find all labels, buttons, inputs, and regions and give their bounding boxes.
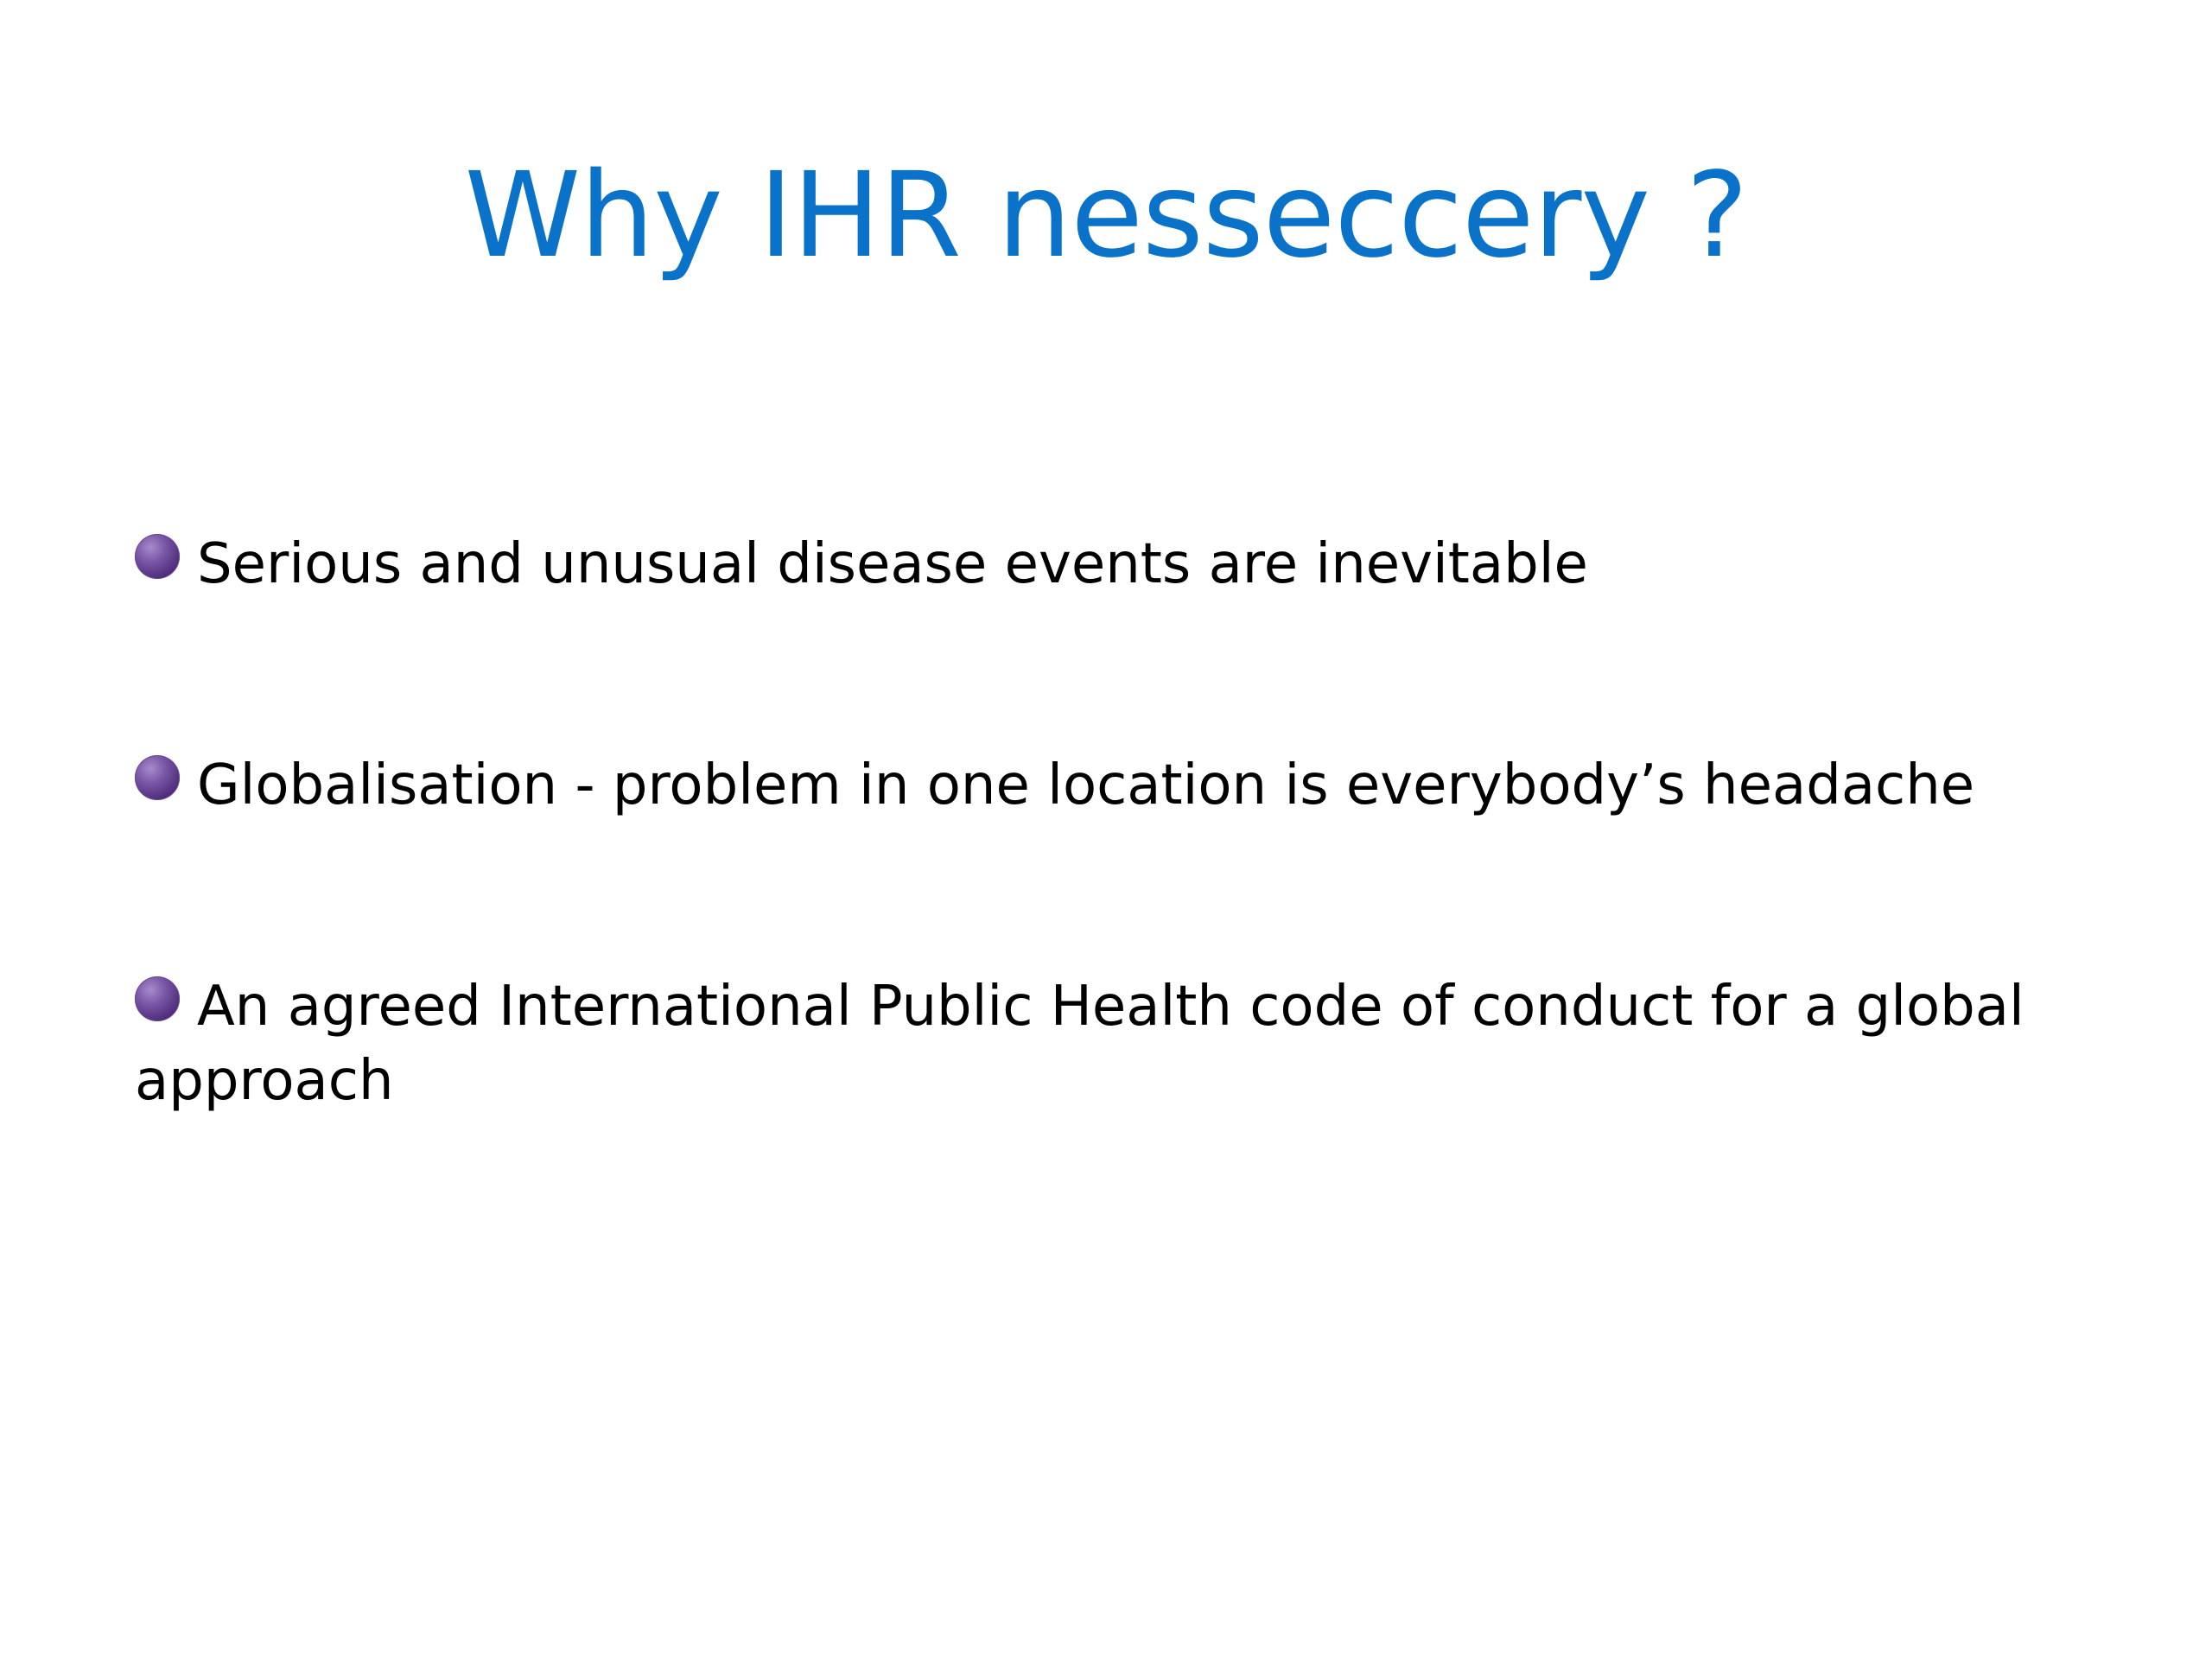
slide-title: Why IHR nesseccery ? [464, 148, 1748, 284]
bullet-text: Globalisation - problem in one location is everybody’s headache [197, 753, 1975, 817]
purple-sphere-icon [135, 755, 180, 800]
bullet-text: An agreed International Public Health code of conduct for a global approach [135, 975, 2024, 1113]
bullet-text: Serious and unusual disease events are inevitable [197, 532, 1588, 596]
bullet-item [135, 748, 2096, 823]
bullet-item [135, 527, 2096, 601]
purple-sphere-icon [135, 534, 180, 579]
bullet-item [135, 969, 2096, 1118]
purple-sphere-icon [135, 976, 180, 1021]
bullet-list [135, 527, 2096, 1265]
